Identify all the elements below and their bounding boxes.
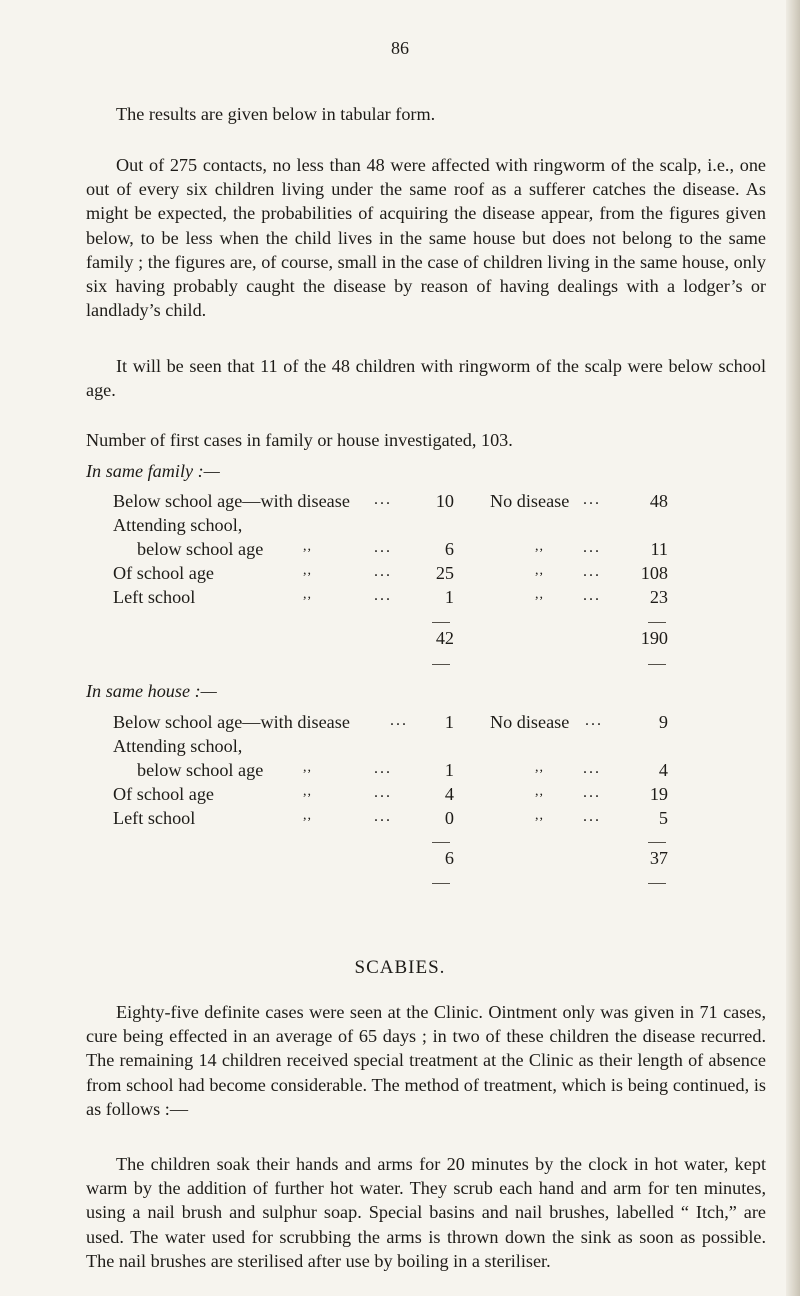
no-disease-value: 108 <box>640 563 668 583</box>
leader-dots: ... <box>374 587 392 604</box>
leader-dots: ... <box>374 808 392 825</box>
no-disease-value: 19 <box>649 784 668 804</box>
no-disease-value: 4 <box>658 760 668 780</box>
intro-paragraph: The results are given below in tabular form. <box>116 104 436 124</box>
house-row-attending-below <box>0 760 800 784</box>
with-disease-value: 1 <box>444 760 454 780</box>
rule-line <box>648 842 666 843</box>
leader-dots: ... <box>374 760 392 777</box>
row-label: Below school age—with disease <box>113 712 350 732</box>
family-row-attending <box>0 515 800 539</box>
leader-dots: ... <box>583 587 601 604</box>
no-disease-value: 5 <box>658 808 668 828</box>
row-label: below school age <box>137 760 264 780</box>
with-disease-value: 0 <box>444 808 454 828</box>
rule-line <box>432 622 450 623</box>
page-number: 86 <box>391 38 409 58</box>
ditto-mark: ,, <box>535 539 544 554</box>
no-disease-label: No disease <box>490 712 570 732</box>
no-disease-value: 11 <box>650 539 668 559</box>
ditto-mark: ,, <box>303 563 312 578</box>
total-no-disease: 190 <box>640 628 668 648</box>
total-with-disease: 42 <box>435 628 454 648</box>
family-row-left-school <box>0 587 800 611</box>
below-age-paragraph: It will be seen that 11 of the 48 children with ringworm of the scalp were below school age. <box>86 356 766 401</box>
leader-dots: ... <box>583 760 601 777</box>
leader-dots: ... <box>390 712 408 729</box>
ditto-mark: ,, <box>303 539 312 554</box>
house-row-below-age <box>0 712 800 736</box>
row-label: Left school <box>113 808 196 828</box>
no-disease-value: 48 <box>649 491 668 511</box>
leader-dots: ... <box>374 784 392 801</box>
family-row-school-age <box>0 563 800 587</box>
no-disease-value: 23 <box>649 587 668 607</box>
with-disease-value: 10 <box>435 491 454 511</box>
with-disease-value: 4 <box>444 784 454 804</box>
rule-line <box>432 664 450 665</box>
ditto-mark: ,, <box>535 760 544 775</box>
ditto-mark: ,, <box>535 808 544 823</box>
ditto-mark: ,, <box>303 587 312 602</box>
total-no-disease: 37 <box>649 848 668 868</box>
scabies-paragraph-2: The children soak their hands and arms for 20 minutes by the clock in hot water, kept warm by the addition of further hot water. They scrub each hand and arm for ten minutes, using a nail brush and sulphur soap. Special basins and nail brushes, labelled “ Itch,” are used. The water used for scrubbing the arms is thrown down the sink as soon as possible. The nail brushes are sterilised after use by boiling in a steriliser. <box>86 1154 766 1271</box>
total-with-disease: 6 <box>444 848 454 868</box>
rule-line <box>648 622 666 623</box>
ditto-mark: ,, <box>535 563 544 578</box>
ditto-mark: ,, <box>535 587 544 602</box>
ditto-mark: ,, <box>303 784 312 799</box>
rule-line <box>432 842 450 843</box>
row-label: Of school age <box>113 784 215 804</box>
no-disease-label: No disease <box>490 491 570 511</box>
leader-dots: ... <box>585 712 603 729</box>
with-disease-value: 25 <box>435 563 454 583</box>
rule-line <box>648 883 666 884</box>
family-table-title: In same family :— <box>86 461 220 481</box>
family-total-row <box>0 628 800 652</box>
row-label: Below school age—with disease <box>113 491 350 511</box>
row-label: below school age <box>137 539 264 559</box>
with-disease-value: 6 <box>444 539 454 559</box>
leader-dots: ... <box>583 784 601 801</box>
family-row-attending-below <box>0 539 800 563</box>
row-label: Of school age <box>113 563 215 583</box>
leader-dots: ... <box>583 491 601 508</box>
leader-dots: ... <box>374 539 392 556</box>
house-table-title: In same house :— <box>86 681 217 701</box>
family-row-below-age <box>0 491 800 515</box>
house-row-school-age <box>0 784 800 808</box>
contacts-paragraph: Out of 275 contacts, no less than 48 were affected with ringworm of the scalp, i.e., one out of every six children living under the same roof as a sufferer catches the disease. As might be expected, the probabilities of acquiring the disease appear, from the figures given below, to be less when the child lives in the same house but does not belong to the same family ; the figures are, of course, small in the case of children living in the same house, only six having probably caught the disease by reason of having dealings with a lodger’s or landlady’s child. <box>86 155 766 321</box>
with-disease-value: 1 <box>444 712 454 732</box>
rule-line <box>432 883 450 884</box>
with-disease-value: 1 <box>444 587 454 607</box>
leader-dots: ... <box>374 491 392 508</box>
leader-dots: ... <box>583 539 601 556</box>
investigation-line: Number of first cases in family or house investigated, 103. <box>86 430 513 450</box>
scabies-heading: SCABIES. <box>354 957 446 978</box>
row-label: Left school <box>113 587 196 607</box>
row-label: Attending school, <box>113 515 243 535</box>
no-disease-value: 9 <box>658 712 668 732</box>
leader-dots: ... <box>583 808 601 825</box>
leader-dots: ... <box>583 563 601 580</box>
ditto-mark: ,, <box>535 784 544 799</box>
leader-dots: ... <box>374 563 392 580</box>
row-label: Attending school, <box>113 736 243 756</box>
ditto-mark: ,, <box>303 760 312 775</box>
house-row-attending <box>0 736 800 760</box>
house-row-left-school <box>0 808 800 832</box>
house-total-row <box>0 848 800 872</box>
scabies-paragraph-1: Eighty-five definite cases were seen at the Clinic. Ointment only was given in 71 cases, cure being effected in an average of 65 days ; in two of these children the disease recurred. The remaining 14 children received special treatment at the Clinic as their length of absence from school had become considerable. The method of treatment, which is being continued, is as follows :— <box>86 1002 766 1119</box>
rule-line <box>648 664 666 665</box>
ditto-mark: ,, <box>303 808 312 823</box>
